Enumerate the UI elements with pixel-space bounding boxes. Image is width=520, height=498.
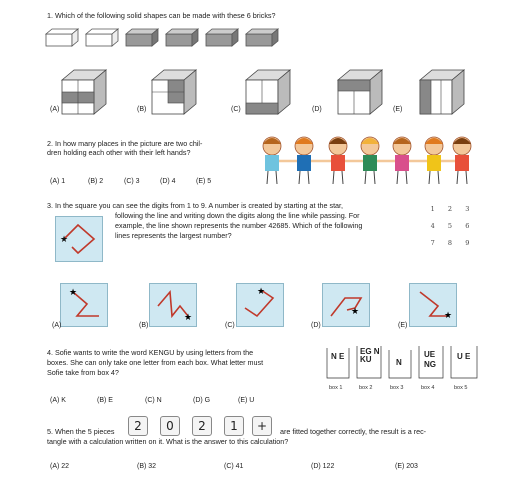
digit: 1 (430, 204, 435, 213)
child-4 (361, 137, 379, 184)
brick-4 (166, 29, 198, 46)
q3-text-3: example, the line shown represents the number 42685. Which of the following (115, 221, 363, 230)
box-5-caption: box 5 (454, 385, 468, 391)
q3-option-e[interactable]: (E) (398, 322, 408, 329)
q3-option-c[interactable]: (C) (225, 322, 235, 329)
box-3-caption: box 3 (390, 385, 404, 391)
q5-option-e[interactable]: (E) 203 (395, 463, 418, 470)
child-3 (329, 137, 347, 184)
box-1-letters: N E (331, 352, 345, 361)
box-1-caption: box 1 (329, 385, 343, 391)
q5-text-2: tangle with a calculation written on it. What is the answer to this calculation? (47, 437, 289, 446)
q3-option-a[interactable]: (A) (52, 322, 62, 329)
q4-option-c[interactable]: (C) N (145, 397, 162, 404)
q2-option-a[interactable]: (A) 1 (50, 178, 66, 185)
svg-text:★: ★ (60, 235, 69, 245)
q1-option-a[interactable]: (A) (50, 106, 60, 113)
q3-square-b (149, 283, 197, 327)
box-2-letters: EG N KU (360, 347, 380, 364)
q3-square-c (236, 283, 284, 327)
piece-5: + (252, 416, 272, 436)
digit: 5 (447, 221, 453, 230)
q2-option-e[interactable]: (E) 5 (196, 178, 212, 185)
child-1 (263, 137, 281, 184)
shape-a (62, 70, 106, 114)
shape-c (246, 70, 290, 114)
child-2 (295, 137, 313, 184)
shape-d (338, 70, 382, 114)
q1-shapes (40, 68, 480, 118)
brick-2 (86, 29, 118, 46)
shape-b (152, 70, 196, 114)
box-4-caption: box 4 (421, 385, 435, 391)
q5-option-d[interactable]: (D) 122 (311, 463, 335, 470)
piece-2: 0 (160, 416, 180, 436)
q3-text-2: following the line and writing down the digits along the line while passing. For (115, 211, 360, 220)
svg-text:★: ★ (257, 287, 266, 297)
digit: 2 (447, 204, 453, 213)
q2-text-1: 2. In how many places in the picture are two chil- (47, 139, 203, 148)
q5-option-c[interactable]: (C) 41 (224, 463, 244, 470)
q4-text-1: 4. Sofie wants to write the word KENGU by using letters from the (47, 348, 254, 357)
digit: 4 (430, 221, 435, 230)
q4-option-b[interactable]: (B) E (97, 397, 113, 404)
q3-square-d (322, 283, 370, 327)
q1-option-b[interactable]: (B) (137, 106, 147, 113)
digit: 7 (430, 239, 435, 248)
shape-e (420, 70, 464, 114)
brick-1 (46, 29, 78, 46)
piece-1: 2 (128, 416, 148, 436)
digit-grid (424, 200, 476, 252)
q4-option-a[interactable]: (A) K (50, 397, 66, 404)
q4-option-d[interactable]: (D) G (193, 397, 211, 404)
svg-text:★: ★ (69, 288, 78, 298)
q3-option-d[interactable]: (D) (311, 322, 321, 329)
q4-text-2: boxes. She can only take one letter from each box. What letter must (47, 358, 264, 367)
q4-text-3: Sofie take from box 4? (47, 368, 119, 377)
q3-square-e (409, 283, 457, 327)
piece-3: 2 (192, 416, 212, 436)
brick-3 (126, 29, 158, 46)
digit: 3 (465, 204, 470, 213)
q5-text-start: 5. When the 5 pieces (47, 427, 115, 436)
q2-option-c[interactable]: (C) 3 (124, 178, 140, 185)
box-5-letters: U E (457, 352, 471, 361)
brick-6 (246, 29, 278, 46)
q1-option-e[interactable]: (E) (393, 106, 403, 113)
q3-text-1: 3. In the square you can see the digits from 1 to 9. A number is created by starting at the star, (47, 201, 344, 210)
q3-text-4: lines represents the largest number? (115, 231, 232, 240)
bricks-row (44, 28, 284, 50)
q1-text: 1. Which of the following solid shapes can be made with these 6 bricks? (47, 11, 276, 20)
digit: 9 (465, 239, 470, 248)
child-7 (453, 137, 471, 184)
q1-option-d[interactable]: (D) (312, 106, 322, 113)
box-4-letters: UE NG (424, 350, 436, 369)
q3-option-b[interactable]: (B) (139, 322, 149, 329)
box-3-letters: N (396, 358, 402, 367)
letter-boxes (325, 344, 485, 382)
q5-option-a[interactable]: (A) 22 (50, 463, 70, 470)
piece-4: 1 (224, 416, 244, 436)
brick-5 (206, 29, 238, 46)
q4-option-e[interactable]: (E) U (238, 397, 255, 404)
box-2-caption: box 2 (359, 385, 373, 391)
q5-text-end: are fitted together correctly, the result is a rec- (280, 427, 427, 436)
digit: 8 (447, 239, 453, 248)
children-illustration (254, 132, 474, 188)
q1-option-c[interactable]: (C) (231, 106, 241, 113)
q3-square-a (60, 283, 108, 327)
child-5 (393, 137, 411, 184)
example-square (55, 216, 103, 262)
svg-text:★: ★ (184, 313, 193, 323)
q5-option-b[interactable]: (B) 32 (137, 463, 157, 470)
child-6 (425, 137, 443, 184)
q2-option-b[interactable]: (B) 2 (88, 178, 104, 185)
svg-text:★: ★ (351, 307, 360, 317)
q2-text-2: dren holding each other with their left hands? (47, 148, 191, 157)
svg-text:★: ★ (444, 311, 453, 321)
digit: 6 (465, 221, 470, 230)
q2-option-d[interactable]: (D) 4 (160, 178, 176, 185)
